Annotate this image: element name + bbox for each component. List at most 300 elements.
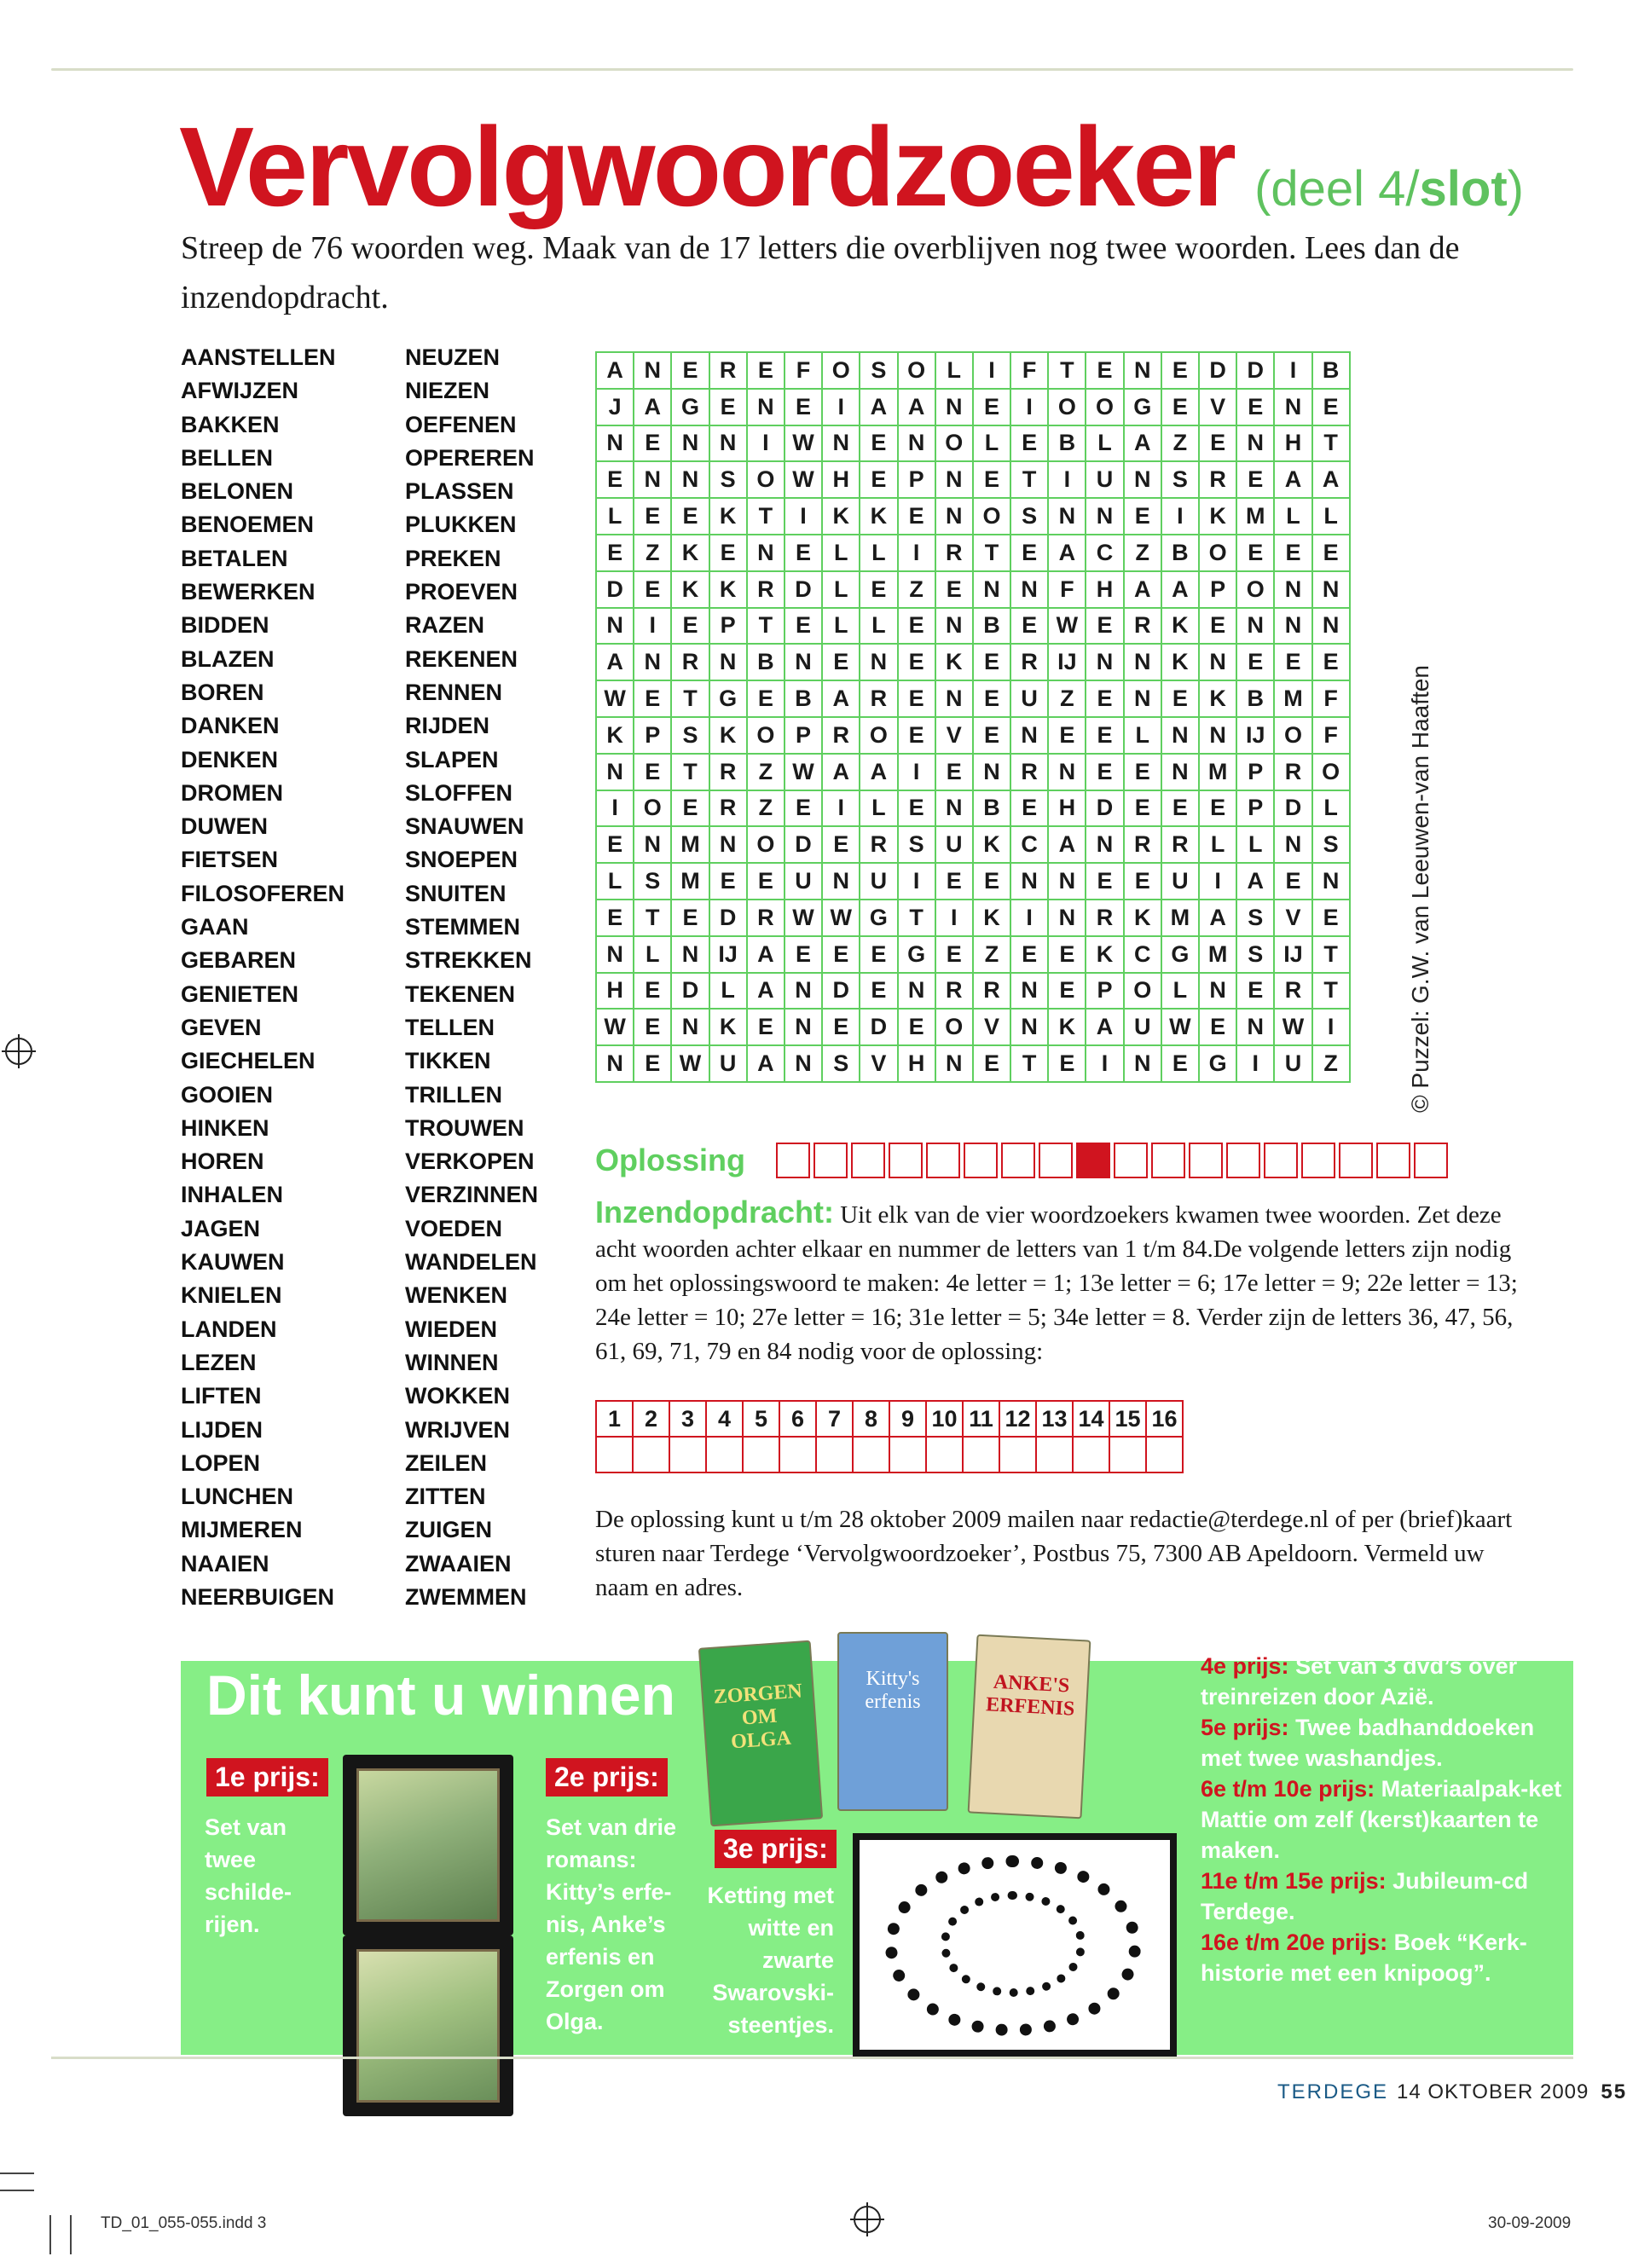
grid-cell[interactable]: E [1312,644,1350,680]
grid-cell[interactable]: R [935,535,973,571]
grid-cell[interactable]: F [1312,717,1350,754]
solution-box[interactable] [1151,1143,1185,1178]
grid-cell[interactable]: N [935,680,973,717]
grid-cell[interactable]: T [1010,1045,1048,1082]
grid-cell[interactable]: E [634,1045,671,1082]
grid-cell[interactable]: V [860,1045,897,1082]
grid-cell[interactable]: N [935,1045,973,1082]
grid-cell[interactable]: R [935,973,973,1010]
grid-cell[interactable]: N [935,498,973,535]
grid-cell[interactable]: E [1048,717,1086,754]
grid-cell[interactable]: E [1124,863,1161,900]
grid-cell[interactable]: I [1086,1045,1123,1082]
grid-cell[interactable]: N [1048,498,1086,535]
grid-cell[interactable]: E [1161,1045,1199,1082]
grid-cell[interactable]: A [1124,425,1161,462]
grid-cell[interactable]: E [671,900,709,936]
grid-cell[interactable]: E [785,608,822,645]
grid-cell[interactable]: N [860,644,897,680]
grid-cell[interactable]: N [1236,425,1274,462]
grid-cell[interactable]: C [1086,535,1123,571]
grid-cell[interactable]: I [1048,461,1086,498]
grid-cell[interactable]: E [1274,863,1311,900]
grid-cell[interactable]: E [596,826,634,863]
grid-cell[interactable]: U [1161,863,1199,900]
grid-cell[interactable]: R [1124,608,1161,645]
grid-cell[interactable]: E [1010,425,1048,462]
grid-cell[interactable]: T [1312,973,1350,1010]
grid-cell[interactable]: E [634,680,671,717]
grid-cell[interactable]: U [709,1045,747,1082]
grid-cell[interactable]: N [785,644,822,680]
grid-cell[interactable]: Z [973,936,1010,973]
grid-cell[interactable]: R [860,826,897,863]
grid-cell[interactable]: O [1124,973,1161,1010]
grid-cell[interactable]: S [822,1045,860,1082]
grid-cell[interactable]: E [1274,644,1311,680]
grid-cell[interactable]: N [1048,900,1086,936]
grid-cell[interactable]: N [1274,826,1311,863]
grid-cell[interactable]: E [634,1009,671,1045]
grid-cell[interactable]: N [1274,571,1311,608]
grid-cell[interactable]: S [1161,461,1199,498]
grid-cell[interactable]: V [1199,389,1236,425]
grid-cell[interactable]: E [1236,389,1274,425]
grid-cell[interactable]: L [1274,498,1311,535]
grid-cell[interactable]: E [1048,936,1086,973]
grid-cell[interactable]: R [1274,754,1311,790]
grid-cell[interactable]: E [898,644,935,680]
grid-cell[interactable]: G [898,936,935,973]
grid-cell[interactable]: A [596,352,634,389]
grid-cell[interactable]: E [1274,535,1311,571]
grid-cell[interactable]: O [747,717,785,754]
grid-cell[interactable]: V [973,1009,1010,1045]
grid-cell[interactable]: E [1048,1045,1086,1082]
grid-cell[interactable]: N [1048,863,1086,900]
grid-cell[interactable]: L [822,571,860,608]
grid-cell[interactable]: R [747,900,785,936]
grid-cell[interactable]: A [822,754,860,790]
grid-cell[interactable]: N [1274,389,1311,425]
grid-cell[interactable]: P [709,608,747,645]
grid-cell[interactable]: N [671,936,709,973]
grid-cell[interactable]: G [1161,936,1199,973]
grid-cell[interactable]: U [1010,680,1048,717]
grid-cell[interactable]: E [1236,535,1274,571]
grid-cell[interactable]: H [596,973,634,1010]
letter-input-cell[interactable] [1073,1437,1109,1472]
grid-cell[interactable]: O [973,498,1010,535]
grid-cell[interactable]: E [822,1009,860,1045]
grid-cell[interactable]: E [973,389,1010,425]
grid-cell[interactable]: E [1161,389,1199,425]
grid-cell[interactable]: V [1274,900,1311,936]
grid-cell[interactable]: L [596,498,634,535]
grid-cell[interactable]: B [747,644,785,680]
solution-box[interactable] [1001,1143,1035,1178]
grid-cell[interactable]: R [860,680,897,717]
grid-cell[interactable]: K [1161,608,1199,645]
grid-cell[interactable]: N [1048,754,1086,790]
grid-cell[interactable]: N [898,425,935,462]
grid-cell[interactable]: K [671,571,709,608]
grid-cell[interactable]: I [747,425,785,462]
grid-cell[interactable]: I [1161,498,1199,535]
grid-cell[interactable]: O [898,352,935,389]
grid-cell[interactable]: E [1161,790,1199,827]
grid-cell[interactable]: W [671,1045,709,1082]
grid-cell[interactable]: N [935,790,973,827]
grid-cell[interactable]: I [1199,863,1236,900]
grid-cell[interactable]: H [898,1045,935,1082]
grid-cell[interactable]: N [596,936,634,973]
grid-cell[interactable]: E [973,863,1010,900]
grid-cell[interactable]: A [634,389,671,425]
grid-cell[interactable]: IJ [1274,936,1311,973]
letter-input-cell[interactable] [816,1437,853,1472]
grid-cell[interactable]: L [860,535,897,571]
grid-cell[interactable]: M [1161,900,1199,936]
grid-cell[interactable]: A [1048,535,1086,571]
grid-cell[interactable]: M [1236,498,1274,535]
grid-cell[interactable]: N [1161,717,1199,754]
grid-cell[interactable]: N [1124,680,1161,717]
grid-cell[interactable]: E [973,717,1010,754]
grid-cell[interactable]: H [822,461,860,498]
grid-cell[interactable]: A [898,389,935,425]
grid-cell[interactable]: O [935,1009,973,1045]
grid-cell[interactable]: K [973,826,1010,863]
grid-cell[interactable]: N [596,608,634,645]
solution-box[interactable] [1226,1143,1260,1178]
grid-cell[interactable]: W [785,754,822,790]
grid-cell[interactable]: N [785,1009,822,1045]
grid-cell[interactable]: S [898,826,935,863]
grid-cell[interactable]: E [1312,900,1350,936]
grid-cell[interactable]: E [634,425,671,462]
grid-cell[interactable]: S [1236,900,1274,936]
grid-cell[interactable]: E [634,571,671,608]
grid-cell[interactable]: O [822,352,860,389]
grid-cell[interactable]: P [785,717,822,754]
grid-cell[interactable]: L [596,863,634,900]
grid-cell[interactable]: C [1010,826,1048,863]
grid-cell[interactable]: D [671,973,709,1010]
grid-cell[interactable]: W [785,425,822,462]
grid-cell[interactable]: E [1086,863,1123,900]
grid-cell[interactable]: H [1086,571,1123,608]
grid-cell[interactable]: L [1199,826,1236,863]
grid-cell[interactable]: O [1199,535,1236,571]
grid-cell[interactable]: L [1161,973,1199,1010]
grid-cell[interactable]: T [747,498,785,535]
grid-cell[interactable]: N [1124,644,1161,680]
grid-cell[interactable]: N [1086,644,1123,680]
grid-cell[interactable]: U [1124,1009,1161,1045]
grid-cell[interactable]: N [1274,608,1311,645]
solution-box[interactable] [814,1143,848,1178]
grid-cell[interactable]: Z [634,535,671,571]
grid-cell[interactable]: E [1010,790,1048,827]
letter-input-cell[interactable] [706,1437,743,1472]
grid-cell[interactable]: E [973,1045,1010,1082]
grid-cell[interactable]: E [671,498,709,535]
grid-cell[interactable]: E [747,863,785,900]
grid-cell[interactable]: O [1086,389,1123,425]
grid-cell[interactable]: N [671,425,709,462]
grid-cell[interactable]: K [935,644,973,680]
grid-cell[interactable]: E [1010,535,1048,571]
grid-cell[interactable]: E [1199,608,1236,645]
solution-box[interactable] [1301,1143,1335,1178]
grid-cell[interactable]: E [596,900,634,936]
grid-cell[interactable]: L [822,608,860,645]
grid-cell[interactable]: T [898,900,935,936]
grid-cell[interactable]: N [973,571,1010,608]
grid-cell[interactable]: I [973,352,1010,389]
grid-cell[interactable]: E [822,826,860,863]
grid-cell[interactable]: L [1312,498,1350,535]
grid-cell[interactable]: F [785,352,822,389]
grid-cell[interactable]: M [1199,936,1236,973]
grid-cell[interactable]: W [1274,1009,1311,1045]
grid-cell[interactable]: N [747,389,785,425]
grid-cell[interactable]: R [709,754,747,790]
grid-cell[interactable]: K [1199,680,1236,717]
grid-cell[interactable]: R [709,352,747,389]
grid-cell[interactable]: Z [1312,1045,1350,1082]
grid-cell[interactable]: R [1274,973,1311,1010]
grid-cell[interactable]: S [1010,498,1048,535]
grid-cell[interactable]: O [1274,717,1311,754]
grid-cell[interactable]: H [1048,790,1086,827]
grid-cell[interactable]: T [634,900,671,936]
grid-cell[interactable]: N [1199,717,1236,754]
grid-cell[interactable]: E [860,571,897,608]
grid-cell[interactable]: N [671,461,709,498]
grid-cell[interactable]: F [1312,680,1350,717]
grid-cell[interactable]: N [709,826,747,863]
grid-cell[interactable]: IJ [709,936,747,973]
grid-cell[interactable]: E [1010,936,1048,973]
grid-cell[interactable]: K [973,900,1010,936]
grid-cell[interactable]: N [973,754,1010,790]
grid-cell[interactable]: E [596,535,634,571]
grid-cell[interactable]: T [1010,461,1048,498]
grid-cell[interactable]: O [935,425,973,462]
grid-cell[interactable]: R [1010,754,1048,790]
solution-box[interactable] [926,1143,960,1178]
grid-cell[interactable]: N [822,425,860,462]
grid-cell[interactable]: I [634,608,671,645]
grid-cell[interactable]: B [973,790,1010,827]
grid-cell[interactable]: U [1086,461,1123,498]
grid-cell[interactable]: L [1312,790,1350,827]
solution-box[interactable] [1414,1143,1448,1178]
grid-cell[interactable]: U [860,863,897,900]
grid-cell[interactable]: T [973,535,1010,571]
grid-cell[interactable]: K [1086,936,1123,973]
grid-cell[interactable]: R [973,973,1010,1010]
grid-cell[interactable]: K [822,498,860,535]
grid-cell[interactable]: I [822,790,860,827]
grid-cell[interactable]: Z [1161,425,1199,462]
grid-cell[interactable]: E [634,754,671,790]
grid-cell[interactable]: D [1236,352,1274,389]
grid-cell[interactable]: T [1048,352,1086,389]
grid-cell[interactable]: L [935,352,973,389]
grid-cell[interactable]: E [1199,1009,1236,1045]
grid-cell[interactable]: E [1161,680,1199,717]
solution-box[interactable] [1339,1143,1373,1178]
grid-cell[interactable]: N [822,863,860,900]
grid-cell[interactable]: W [596,680,634,717]
grid-cell[interactable]: U [1274,1045,1311,1082]
solution-box[interactable] [1376,1143,1410,1178]
grid-cell[interactable]: R [709,790,747,827]
grid-cell[interactable]: Z [1124,535,1161,571]
grid-cell[interactable]: L [1236,826,1274,863]
grid-cell[interactable]: E [1086,680,1123,717]
grid-cell[interactable]: G [860,900,897,936]
grid-cell[interactable]: I [822,389,860,425]
grid-cell[interactable]: E [935,936,973,973]
grid-cell[interactable]: F [1010,352,1048,389]
grid-cell[interactable]: N [1199,973,1236,1010]
grid-cell[interactable]: A [1086,1009,1123,1045]
grid-cell[interactable]: E [1236,644,1274,680]
solution-box[interactable] [1264,1143,1298,1178]
grid-cell[interactable]: D [596,571,634,608]
letter-input-cell[interactable] [633,1437,669,1472]
grid-cell[interactable]: S [1236,936,1274,973]
grid-cell[interactable]: O [747,826,785,863]
grid-cell[interactable]: O [634,790,671,827]
grid-cell[interactable]: E [634,973,671,1010]
grid-cell[interactable]: Z [1048,680,1086,717]
grid-cell[interactable]: IJ [1048,644,1086,680]
grid-cell[interactable]: E [822,644,860,680]
grid-cell[interactable]: E [1236,461,1274,498]
grid-cell[interactable]: K [671,535,709,571]
grid-cell[interactable]: P [1086,973,1123,1010]
letter-input-cell[interactable] [999,1437,1036,1472]
letter-input-cell[interactable] [1146,1437,1183,1472]
grid-cell[interactable]: K [1199,498,1236,535]
letter-input-cell[interactable] [779,1437,816,1472]
grid-cell[interactable]: E [1124,498,1161,535]
solution-box[interactable] [1076,1143,1110,1178]
grid-cell[interactable]: E [935,571,973,608]
grid-cell[interactable]: E [860,425,897,462]
grid-cell[interactable]: L [1124,717,1161,754]
grid-cell[interactable]: E [709,863,747,900]
grid-cell[interactable]: K [709,717,747,754]
grid-cell[interactable]: N [1236,1009,1274,1045]
grid-cell[interactable]: E [1199,425,1236,462]
letter-input-cell[interactable] [963,1437,999,1472]
grid-cell[interactable]: IJ [1236,717,1274,754]
grid-cell[interactable]: A [747,936,785,973]
grid-cell[interactable]: N [1124,1045,1161,1082]
grid-cell[interactable]: N [1124,352,1161,389]
grid-cell[interactable]: W [785,461,822,498]
grid-cell[interactable]: R [822,717,860,754]
grid-cell[interactable]: N [935,389,973,425]
solution-box[interactable] [776,1143,810,1178]
letter-input-cell[interactable] [669,1437,706,1472]
grid-cell[interactable]: E [747,1009,785,1045]
grid-cell[interactable]: R [747,571,785,608]
grid-cell[interactable]: B [1312,352,1350,389]
grid-cell[interactable]: E [1086,608,1123,645]
grid-cell[interactable]: I [1010,900,1048,936]
grid-cell[interactable]: E [860,461,897,498]
grid-cell[interactable]: K [860,498,897,535]
grid-cell[interactable]: B [785,680,822,717]
grid-cell[interactable]: Z [747,754,785,790]
grid-cell[interactable]: A [1161,571,1199,608]
grid-cell[interactable]: R [1161,826,1199,863]
grid-cell[interactable]: N [1086,826,1123,863]
grid-cell[interactable]: A [1274,461,1311,498]
grid-cell[interactable]: G [671,389,709,425]
grid-cell[interactable]: K [1048,1009,1086,1045]
grid-cell[interactable]: A [1124,571,1161,608]
grid-cell[interactable]: E [785,535,822,571]
grid-cell[interactable]: F [1048,571,1086,608]
grid-cell[interactable]: E [1199,790,1236,827]
grid-cell[interactable]: N [709,644,747,680]
grid-cell[interactable]: M [1274,680,1311,717]
grid-cell[interactable]: T [671,754,709,790]
grid-cell[interactable]: I [1010,389,1048,425]
grid-cell[interactable]: N [935,461,973,498]
grid-cell[interactable]: N [1161,754,1199,790]
grid-cell[interactable]: A [596,644,634,680]
grid-cell[interactable]: B [973,608,1010,645]
grid-cell[interactable]: N [596,754,634,790]
solution-box[interactable] [1114,1143,1148,1178]
grid-cell[interactable]: O [1048,389,1086,425]
grid-cell[interactable]: E [747,680,785,717]
grid-cell[interactable]: A [747,1045,785,1082]
grid-cell[interactable]: E [898,717,935,754]
grid-cell[interactable]: B [1236,680,1274,717]
grid-cell[interactable]: D [1274,790,1311,827]
grid-cell[interactable]: N [1124,461,1161,498]
grid-cell[interactable]: B [1161,535,1199,571]
grid-cell[interactable]: S [671,717,709,754]
grid-cell[interactable]: W [785,900,822,936]
grid-cell[interactable]: N [785,973,822,1010]
grid-cell[interactable]: O [1236,571,1274,608]
grid-cell[interactable]: E [935,863,973,900]
grid-cell[interactable]: M [671,826,709,863]
grid-cell[interactable]: K [1124,900,1161,936]
grid-cell[interactable]: E [785,389,822,425]
grid-cell[interactable]: N [1010,863,1048,900]
grid-cell[interactable]: D [822,973,860,1010]
grid-cell[interactable]: R [1010,644,1048,680]
grid-cell[interactable]: B [1048,425,1086,462]
grid-cell[interactable]: E [898,498,935,535]
grid-cell[interactable]: N [1312,608,1350,645]
grid-cell[interactable]: E [935,754,973,790]
grid-cell[interactable]: H [1274,425,1311,462]
grid-cell[interactable]: P [634,717,671,754]
